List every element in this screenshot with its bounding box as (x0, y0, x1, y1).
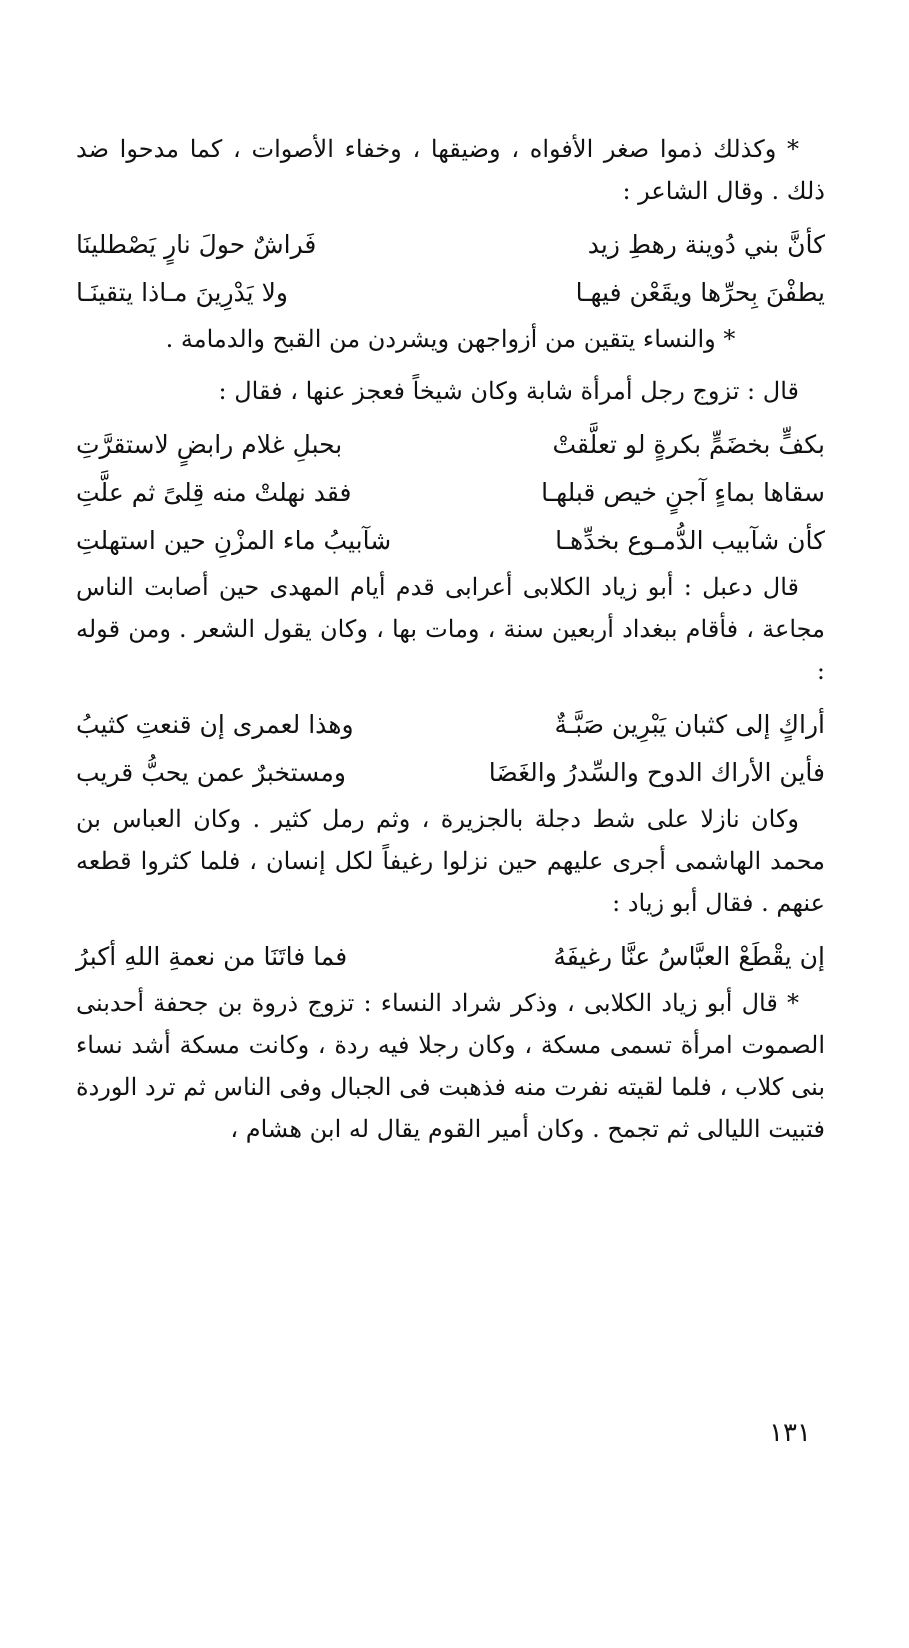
verse-first-hemistich: كأنَّ بني دُوينة رهطِ زيد (587, 230, 825, 259)
verse-line-3 (76, 430, 825, 460)
verse-line-4 (76, 478, 825, 508)
verse-second-hemistich: بحبلِ غلام رابضٍ لاستقرَّتِ (76, 430, 343, 459)
verse-second-hemistich: فقد نهلتْ منه قِلىً ثم علَّتِ (76, 478, 352, 507)
verse-line-7 (76, 758, 825, 788)
verse-line-1 (76, 230, 825, 260)
paragraph-mouths: * وكذلك ذموا صغر الأفواه ، وضيقها ، وخفاء الأصوات ، كما مدحوا ضد ذلك . وقال الشاعر : (76, 135, 825, 205)
verse-second-hemistich: ولا يَدْرِينَ مـاذا يتقينَـا (76, 278, 288, 307)
paragraph-maska: * قال أبو زياد الكلابى ، وذكر شراد النساء : تزوج ذروة بن جحفة أحدبنى الصموت امرأة تسمى مسكة ، وكان رجلا فيه ردة ، وكانت مسكة أشد نساء بنى كلاب ، فلما لقيته نفرت منه فذهبت فى الجبال وفى الناس ثم ترد الوردة فتبيت الليالى ثم تجمح . وكان أمير القوم يقال له ابن هشام ، (76, 989, 825, 1143)
verse-first-hemistich: أراكٍ إلى كثبان يَبْرِين صَبَّـةٌ (554, 710, 825, 739)
verse-first-hemistich: كأن شآبيب الدُّمـوع بخدِّهـا (555, 526, 825, 555)
page-number: ١٣١ (769, 1418, 811, 1448)
paragraph-abu-ziyad: قال دعبل : أبو زياد الكلابى أعرابى قدم أيام المهدى حين أصابت الناس مجاعة ، فأقام ببغداد أربعين سنة ، ومات بها ، وكان يقول الشعر . ومن قوله : (76, 573, 825, 685)
verse-line-6 (76, 710, 825, 740)
verse-second-hemistich: فَراشٌ حولَ نارٍ يَصْطلينَا (76, 230, 317, 259)
paragraph-women: * والنساء يتقين من أزواجهن ويشردن من القبح والدمامة . (165, 325, 736, 353)
verse-second-hemistich: وهذا لعمرى إن قنعتِ كثيبُ (76, 710, 354, 739)
verse-line-8 (76, 942, 825, 972)
verse-first-hemistich: فأين الأراك الدوح والسِّدرُ والغَضَا (488, 758, 825, 787)
paragraph-marriage: قال : تزوج رجل أمرأة شابة وكان شيخاً فعجز عنها ، فقال : (218, 377, 799, 405)
verse-line-2 (76, 278, 825, 308)
verse-second-hemistich: شآبيبُ ماء المزْنِ حين استهلتِ (76, 526, 392, 555)
verse-second-hemistich: فما فاتَنَا من نعمةِ اللهِ أكبرُ (76, 942, 348, 971)
verse-first-hemistich: إن يقْطَعْ العبَّاسُ عنَّا رغيفَهُ (553, 942, 825, 971)
verse-first-hemistich: سقاها بماءٍ آجنٍ خيص قبلهـا (541, 478, 825, 507)
verse-second-hemistich: ومستخبرٌ عمن يحبُّ قريب (76, 758, 346, 787)
verse-line-5 (76, 526, 825, 556)
paragraph-tigris: وكان نازلا على شط دجلة بالجزيرة ، وثم رمل كثير . وكان العباس بن محمد الهاشمى أجرى عليهم حين نزلوا رغيفاً لكل إنسان ، فلما كثروا قطعه عنهم . فقال أبو زياد : (76, 805, 825, 917)
verse-first-hemistich: بكفٍّ بخضَمٍّ بكرةٍ لو تعلَّقتْ (552, 430, 825, 459)
verse-first-hemistich: يطفْنَ بِحرِّها ويقَعْن فيهـا (575, 278, 825, 307)
